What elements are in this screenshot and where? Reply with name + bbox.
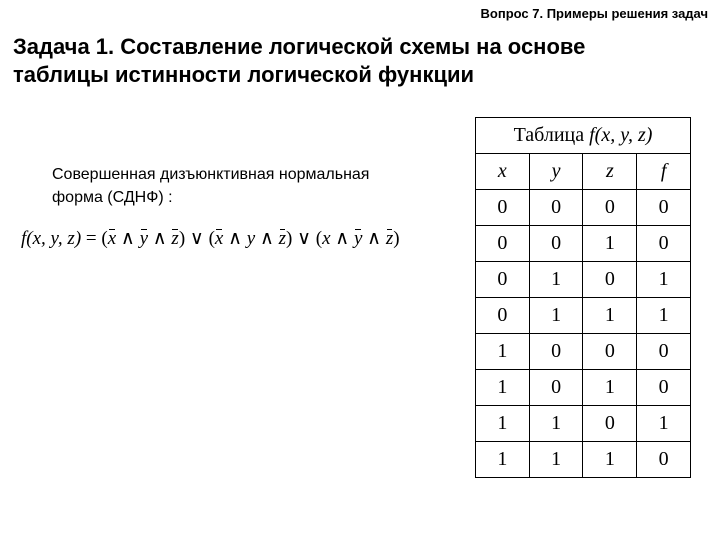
table-row [476, 370, 691, 406]
formula-term: (x ∧ y ∧ z) [315, 228, 400, 249]
table-cell-z: 0 [583, 262, 637, 298]
table-cell-y: 1 [529, 262, 583, 298]
table-row [476, 442, 691, 478]
table-cell-z: 1 [583, 370, 637, 406]
table-row [476, 226, 691, 262]
table-cell-x: 0 [476, 298, 530, 334]
table-cell-x: 0 [476, 190, 530, 226]
and-operator: ∧ [223, 228, 247, 249]
negated-variable: z [171, 228, 179, 249]
table-cell-x: 1 [476, 442, 530, 478]
table-cell-y: 0 [529, 190, 583, 226]
table-cell-y: 0 [529, 226, 583, 262]
table-cell-z: 1 [583, 442, 637, 478]
table-caption [476, 118, 691, 154]
table-row [476, 262, 691, 298]
table-cell-y: 0 [529, 370, 583, 406]
formula-term: (x ∧ y ∧ z) [208, 228, 293, 249]
table-cell-x: 0 [476, 226, 530, 262]
table-cell-z: 0 [583, 406, 637, 442]
or-operator: ∨ [292, 228, 316, 249]
negated-variable: x [214, 228, 224, 249]
table-cell-f: 0 [637, 226, 691, 262]
table-cell-f: 0 [637, 334, 691, 370]
formula-term: (x ∧ y ∧ z) [101, 228, 186, 249]
table-cell-x: 1 [476, 406, 530, 442]
table-cell-z: 0 [583, 190, 637, 226]
formula-terms [101, 228, 399, 249]
table-cell-y: 0 [529, 334, 583, 370]
or-operator: ∨ [185, 228, 209, 249]
negated-variable: x [107, 228, 117, 249]
variable: x [322, 228, 331, 249]
and-operator: ∧ [255, 228, 279, 249]
section-header: Вопрос 7. Примеры решения задач [480, 6, 708, 21]
table-cell-x: 1 [476, 370, 530, 406]
formula-lhs: f(x, y, z) [21, 228, 82, 249]
table-cell-z: 1 [583, 298, 637, 334]
table-cell-x: 1 [476, 334, 530, 370]
table-cell-z: 0 [583, 334, 637, 370]
table-row [476, 334, 691, 370]
column-header-z: z [583, 154, 637, 190]
negated-variable: z [278, 228, 287, 249]
table-cell-f: 1 [637, 262, 691, 298]
sdnf-caption: Совершенная дизъюнктивная нормальная форма (СДНФ) : [52, 166, 370, 206]
and-operator: ∧ [148, 228, 172, 249]
negated-variable: y [353, 228, 363, 249]
column-header-y: y [529, 154, 583, 190]
table-cell-z: 1 [583, 226, 637, 262]
negated-variable: y [139, 228, 148, 249]
table-cell-y: 1 [529, 298, 583, 334]
and-operator: ∧ [362, 228, 386, 249]
table-row [476, 406, 691, 442]
table-cell-x: 0 [476, 262, 530, 298]
table-cell-f: 0 [637, 190, 691, 226]
table-cell-y: 1 [529, 406, 583, 442]
table-cell-f: 0 [637, 442, 691, 478]
column-header-f: f [637, 154, 691, 190]
table-cell-f: 1 [637, 406, 691, 442]
table-cell-f: 1 [637, 298, 691, 334]
truth-table [475, 117, 691, 478]
table-row [476, 190, 691, 226]
slide-title: Задача 1. Составление логической схемы на основе таблицы истинности логической функции [13, 34, 586, 87]
table-caption-prefix: Таблица [513, 124, 590, 146]
table-cell-y: 1 [529, 442, 583, 478]
and-operator: ∧ [116, 228, 140, 249]
variable: y [246, 228, 256, 249]
column-header-x: x [476, 154, 530, 190]
table-row [476, 298, 691, 334]
table-caption-row [476, 118, 691, 154]
table-caption-function: f(x, y, z) [589, 124, 653, 146]
table-header-row [476, 154, 691, 190]
table-body [476, 190, 691, 478]
and-operator: ∧ [330, 228, 354, 249]
table-cell-f: 0 [637, 370, 691, 406]
negated-variable: z [385, 228, 394, 249]
formula-equals: = [85, 228, 97, 249]
sdnf-formula [21, 227, 400, 250]
